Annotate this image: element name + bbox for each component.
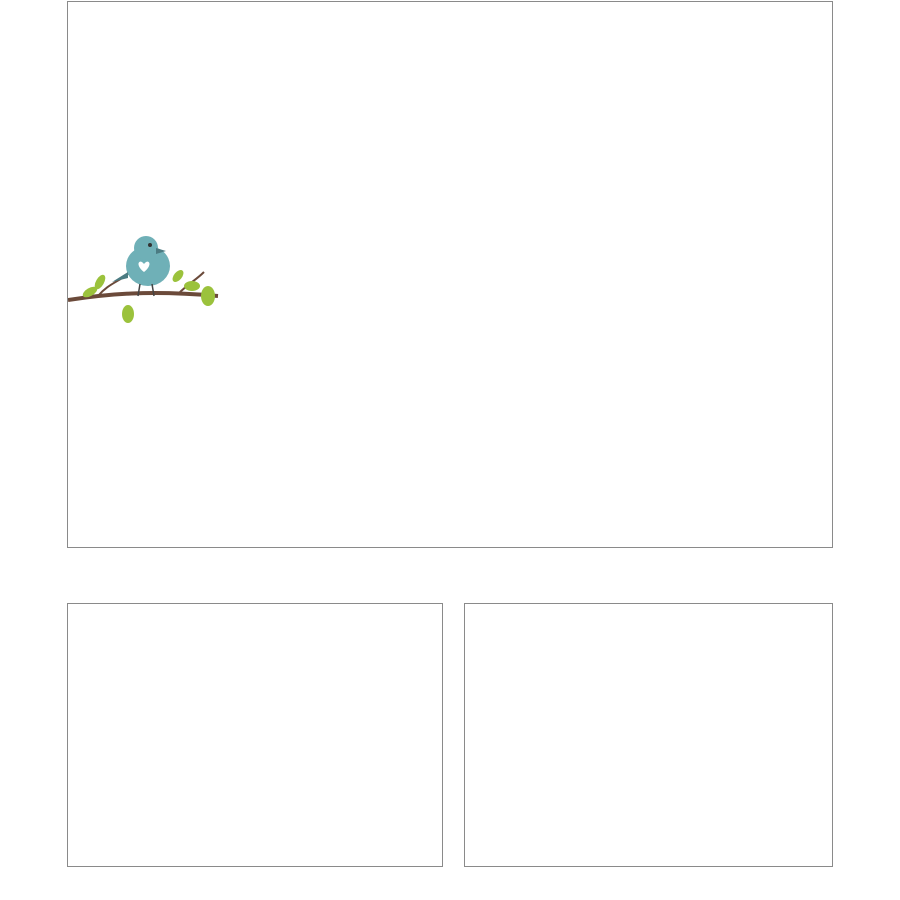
calendar-front-page: [67, 1, 833, 548]
memo-page: [464, 603, 833, 867]
year-header-decoration: [68, 604, 444, 654]
flower-decoration-bottom: [68, 478, 834, 538]
next-month-mini-calendar: [90, 364, 210, 368]
flower-decoration-top: [68, 2, 834, 52]
memo-flowers-bottom: [465, 824, 834, 864]
memo-flowers-top: [465, 640, 834, 680]
bird-on-branch-illustration: [68, 234, 228, 329]
year-calendar-page: [67, 603, 443, 867]
month-grid: [226, 78, 808, 475]
